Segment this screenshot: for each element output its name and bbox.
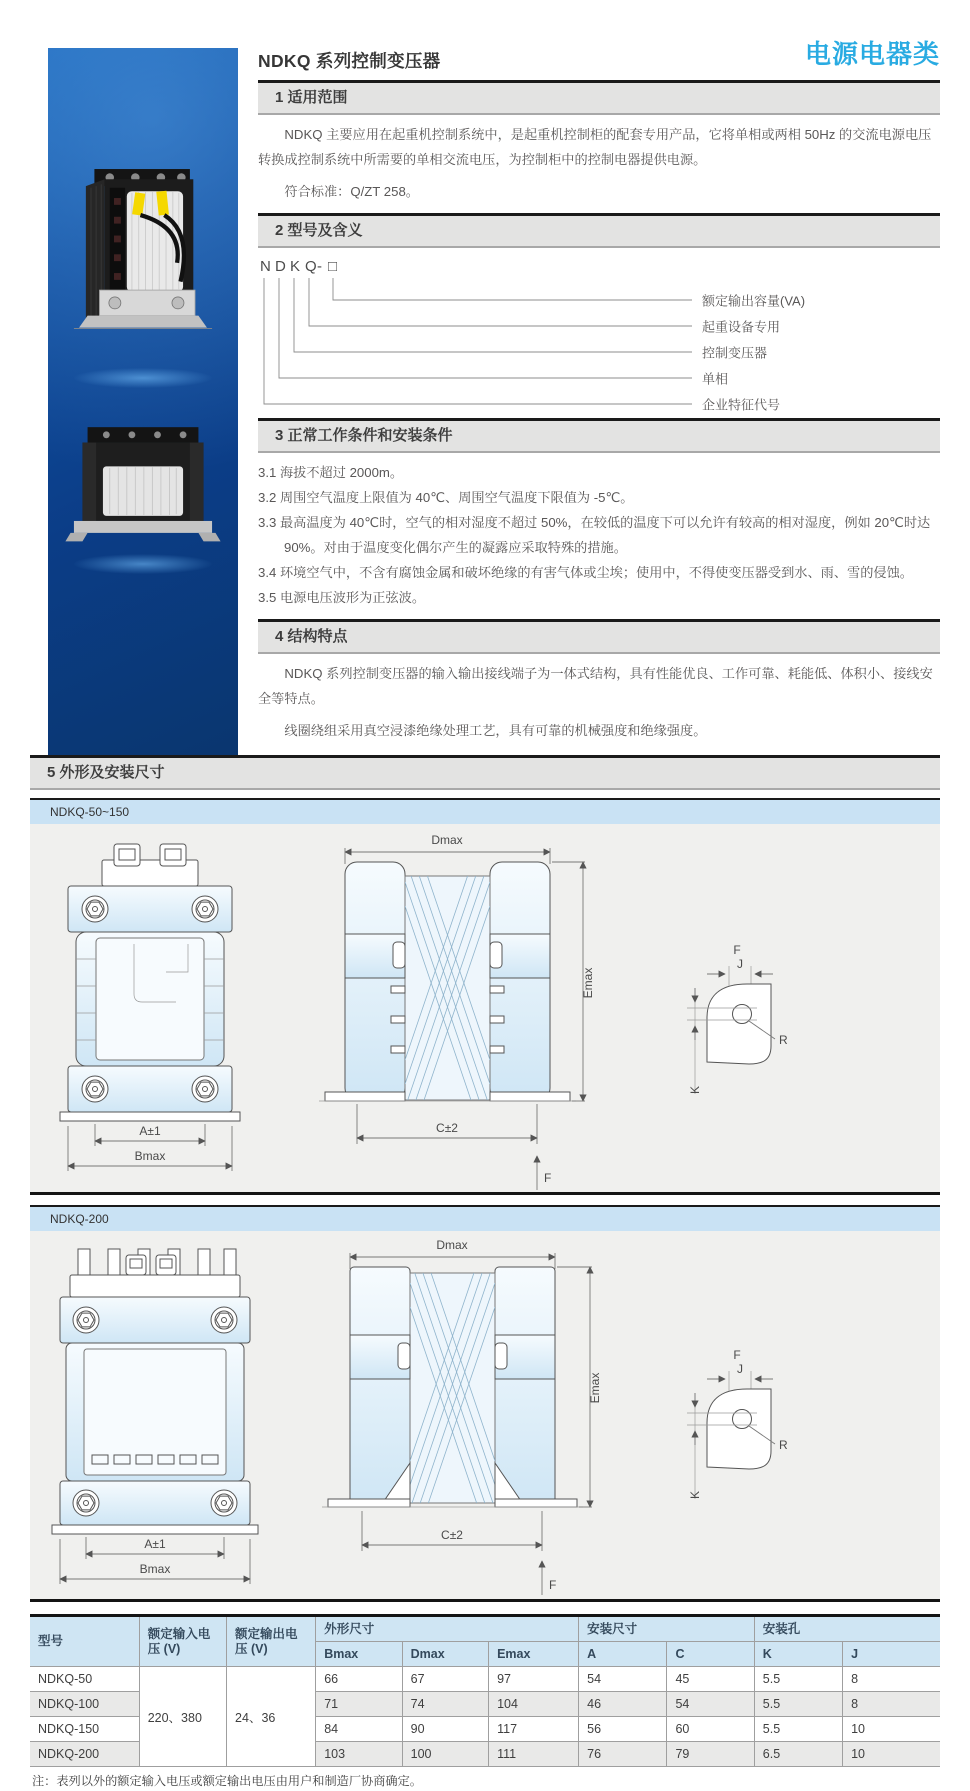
dim-label-dmax: Dmax bbox=[431, 833, 463, 847]
mount-hole-detail bbox=[687, 1348, 788, 1499]
dim-label-dmax: Dmax bbox=[436, 1238, 468, 1252]
section-heading-2: 2 型号及含义 bbox=[258, 213, 940, 248]
header-bmax: Bmax bbox=[316, 1642, 402, 1667]
dimensions-section bbox=[0, 755, 970, 1791]
section-heading-1: 1 适用范围 bbox=[258, 80, 940, 115]
cell-bmax: 84 bbox=[316, 1717, 402, 1742]
condition-item: 3.2 周围空气温度上限值为 40℃、周围空气温度下限值为 -5℃。 bbox=[258, 490, 634, 505]
header-j: J bbox=[843, 1642, 940, 1667]
cell-bmax: 103 bbox=[316, 1742, 402, 1767]
table-footnote: 注：表列以外的额定输入电压或额定输出电压由用户和制造厂协商确定。 bbox=[30, 1767, 940, 1791]
header-input-voltage: 额定输入电压 (V) bbox=[139, 1616, 226, 1667]
drawing-band-title: NDKQ-50~150 bbox=[30, 798, 940, 824]
dim-label-bmax: Bmax bbox=[134, 1149, 166, 1163]
product-photo-panel bbox=[48, 48, 238, 755]
cell-j: 8 bbox=[843, 1692, 940, 1717]
top-section bbox=[0, 0, 970, 755]
category-label: 电源电器类 bbox=[804, 39, 940, 69]
cell-model: NDKQ-50 bbox=[30, 1667, 139, 1692]
header-group-mounting: 安装尺寸 bbox=[579, 1616, 755, 1642]
header-model: 型号 bbox=[30, 1616, 139, 1667]
dim-label-k: K bbox=[688, 1085, 702, 1095]
dim-label-r: R bbox=[779, 1438, 788, 1452]
dim-label-a: A±1 bbox=[144, 1537, 166, 1551]
header-dmax: Dmax bbox=[402, 1642, 488, 1667]
model-diagram-lines bbox=[258, 256, 940, 412]
cell-model: NDKQ-100 bbox=[30, 1692, 139, 1717]
dim-label-emax: Emax bbox=[581, 967, 595, 999]
condition-item: 3.5 电源电压波形为正弦波。 bbox=[258, 590, 426, 605]
dim-label-f: F bbox=[544, 1171, 552, 1185]
dim-label-c: C±2 bbox=[441, 1528, 463, 1542]
cell-emax: 97 bbox=[489, 1667, 579, 1692]
cell-dmax: 100 bbox=[402, 1742, 488, 1767]
cell-c: 60 bbox=[667, 1717, 754, 1742]
cell-c: 54 bbox=[667, 1692, 754, 1717]
dim-label-f: F bbox=[549, 1578, 557, 1592]
s1-paragraph-2: 符合标准：Q/ZT 258。 bbox=[284, 184, 419, 199]
cell-a: 76 bbox=[579, 1742, 667, 1767]
dimension-spec-table bbox=[30, 1614, 940, 1767]
dim-label-a: A±1 bbox=[139, 1124, 161, 1138]
cell-bmax: 71 bbox=[316, 1692, 402, 1717]
transformer-photo-2 bbox=[62, 422, 224, 550]
drawing-canvas bbox=[30, 1231, 940, 1602]
header-emax: Emax bbox=[489, 1642, 579, 1667]
technical-drawing-1 bbox=[30, 824, 940, 1192]
header-group-holes: 安装孔 bbox=[754, 1616, 940, 1642]
model-char: D bbox=[275, 258, 286, 275]
cell-j: 10 bbox=[843, 1717, 940, 1742]
header-c: C bbox=[667, 1642, 754, 1667]
technical-drawing-2 bbox=[30, 1231, 940, 1599]
cell-emax: 104 bbox=[489, 1692, 579, 1717]
drawing-canvas bbox=[30, 824, 940, 1195]
cell-k: 5.5 bbox=[754, 1717, 842, 1742]
transformer-photo-1 bbox=[62, 148, 224, 364]
table-header-row-1 bbox=[30, 1616, 940, 1642]
photo-glow bbox=[74, 554, 212, 574]
header-output-voltage: 额定输出电压 (V) bbox=[227, 1616, 316, 1667]
s4-paragraph-2: 线圈绕组采用真空浸漆绝缘处理工艺，具有可靠的机械强度和绝缘强度。 bbox=[284, 723, 707, 738]
main-column bbox=[258, 0, 940, 755]
dim-label-k: K bbox=[688, 1490, 702, 1500]
table-row bbox=[30, 1667, 940, 1692]
cell-dmax: 67 bbox=[402, 1667, 488, 1692]
drawing-block-ndkq-200 bbox=[30, 1205, 940, 1602]
model-label-single-phase: 单相 bbox=[702, 371, 729, 387]
condition-item: 3.1 海拔不超过 2000m。 bbox=[258, 465, 404, 480]
section-heading-5: 5 外形及安装尺寸 bbox=[30, 755, 940, 790]
model-label-crane-dedicated: 起重设备专用 bbox=[702, 319, 781, 335]
photo-glow bbox=[74, 368, 212, 388]
model-char: - bbox=[317, 258, 322, 275]
model-char: N bbox=[260, 258, 271, 275]
side-view bbox=[322, 1231, 602, 1595]
dim-label-f2: F bbox=[733, 943, 741, 957]
cell-a: 56 bbox=[579, 1717, 667, 1742]
s4-paragraph-1: NDKQ 系列控制变压器的输入输出接线端子为一体式结构，具有性能优良、工作可靠、耗能低、体积小、接线安全等特点。 bbox=[258, 666, 933, 706]
cell-k: 5.5 bbox=[754, 1692, 842, 1717]
section-heading-4: 4 结构特点 bbox=[258, 619, 940, 654]
dim-label-j: J bbox=[737, 1362, 743, 1376]
model-char: Q bbox=[305, 258, 317, 275]
cell-emax: 117 bbox=[489, 1717, 579, 1742]
dim-label-j: J bbox=[737, 957, 743, 971]
header-a: A bbox=[579, 1642, 667, 1667]
header-k: K bbox=[754, 1642, 842, 1667]
section-heading-3: 3 正常工作条件和安装条件 bbox=[258, 418, 940, 453]
model-label-enterprise-code: 企业特征代号 bbox=[702, 397, 781, 413]
dim-label-c: C±2 bbox=[436, 1121, 458, 1135]
cell-dmax: 74 bbox=[402, 1692, 488, 1717]
drawing-block-ndkq-50-150 bbox=[30, 798, 940, 1195]
condition-item: 3.4 环境空气中，不含有腐蚀金属和破坏绝缘的有害气体或尘埃；使用中，不得使变压器受到水、雨、雪的侵蚀。 bbox=[258, 565, 913, 580]
cell-k: 6.5 bbox=[754, 1742, 842, 1767]
model-label-output-capacity: 额定输出容量(VA) bbox=[702, 293, 806, 309]
cell-input-voltage: 220、380 bbox=[139, 1667, 226, 1767]
header-group-outline: 外形尺寸 bbox=[316, 1616, 579, 1642]
mount-hole-detail bbox=[687, 943, 788, 1094]
dim-label-r: R bbox=[779, 1033, 788, 1047]
cell-c: 79 bbox=[667, 1742, 754, 1767]
cell-output-voltage: 24、36 bbox=[227, 1667, 316, 1767]
cell-emax: 111 bbox=[489, 1742, 579, 1767]
cell-model: NDKQ-200 bbox=[30, 1742, 139, 1767]
cell-a: 54 bbox=[579, 1667, 667, 1692]
cell-j: 8 bbox=[843, 1667, 940, 1692]
cell-a: 46 bbox=[579, 1692, 667, 1717]
model-char: □ bbox=[328, 258, 338, 275]
condition-item: 3.3 最高温度为 40℃时，空气的相对湿度不超过 50%，在较低的温度下可以允许有较高的相对湿度，例如 20℃时达 90%。对由于温度变化偶尔产生的凝露应采取特殊的措施。 bbox=[258, 515, 931, 555]
s1-paragraph-1: NDKQ 主要应用在起重机控制系统中，是起重机控制柜的配套专用产品，它将单相或两相 50Hz 的交流电源电压转换成控制系统中所需要的单相交流电压，为控制柜中的控制电器提供电源。 bbox=[258, 127, 932, 167]
cell-model: NDKQ-150 bbox=[30, 1717, 139, 1742]
dim-label-bmax: Bmax bbox=[139, 1562, 171, 1576]
cell-k: 5.5 bbox=[754, 1667, 842, 1692]
dim-label-f2: F bbox=[733, 1348, 741, 1362]
cell-dmax: 90 bbox=[402, 1717, 488, 1742]
cell-bmax: 66 bbox=[316, 1667, 402, 1692]
model-meaning-diagram bbox=[258, 256, 940, 412]
front-view bbox=[60, 844, 240, 1171]
model-char: K bbox=[290, 258, 301, 275]
model-label-control-transformer: 控制变压器 bbox=[702, 345, 768, 361]
page-title: NDKQ 系列控制变压器 bbox=[258, 51, 441, 71]
page-header bbox=[258, 34, 940, 80]
cell-c: 45 bbox=[667, 1667, 754, 1692]
dim-label-emax: Emax bbox=[588, 1372, 602, 1404]
drawing-band-title: NDKQ-200 bbox=[30, 1205, 940, 1231]
front-view bbox=[52, 1249, 258, 1584]
side-view bbox=[319, 824, 595, 1190]
cell-j: 10 bbox=[843, 1742, 940, 1767]
working-conditions-list bbox=[258, 460, 940, 610]
